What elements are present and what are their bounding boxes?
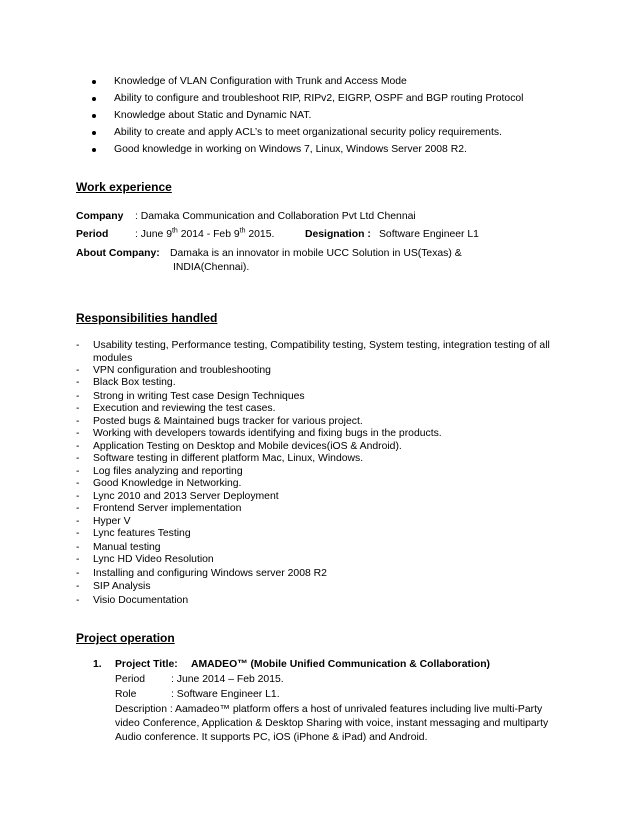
company-label: Company <box>76 211 124 222</box>
project-role-label: Role <box>115 689 137 700</box>
project-role-value: : Software Engineer L1. <box>171 689 280 700</box>
dash-icon: - <box>76 567 80 579</box>
bullet-icon <box>92 97 96 101</box>
dash-icon: - <box>76 428 80 439</box>
about-company-line1: Damaka is an innovator in mobile UCC Solution in US(Texas) & <box>170 248 462 259</box>
project-title-label: Project Title: <box>115 659 178 670</box>
period-label: Period <box>76 229 109 240</box>
dash-icon: - <box>76 541 80 553</box>
dash-icon: - <box>76 465 80 477</box>
dash-icon: - <box>76 377 80 388</box>
responsibility-text: Good Knowledge in Networking. <box>93 478 242 489</box>
responsibility-text: Posted bugs & Maintained bugs tracker for various project. <box>93 415 363 427</box>
responsibility-text: Lync 2010 and 2013 Server Deployment <box>93 490 279 502</box>
project-description-line3: Audio conference. It supports PC, iOS (iPhone & iPad) and Android. <box>115 732 428 743</box>
about-company-line2: INDIA(Chennai). <box>173 262 250 273</box>
project-description-line2: video Conference, Application & Desktop Sharing with voice, instant messaging and multiparty <box>115 718 549 729</box>
responsibility-text: Working with developers towards identifying and fixing bugs in the products. <box>93 428 442 439</box>
dash-icon: - <box>76 554 80 565</box>
responsibility-text: SIP Analysis <box>93 581 151 592</box>
list-item: Knowledge of VLAN Configuration with Trunk and Access Mode <box>92 75 612 92</box>
responsibility-text: Lync HD Video Resolution <box>93 554 214 565</box>
dash-icon: - <box>76 581 80 592</box>
project-operation-heading: Project operation <box>76 631 175 645</box>
about-company-label: About Company: <box>76 248 160 259</box>
responsibility-text: Log files analyzing and reporting <box>93 465 243 477</box>
project-title-value: AMADEO™ (Mobile Unified Communication & Collaboration) <box>191 659 491 670</box>
dash-icon: - <box>76 390 80 402</box>
list-item: Ability to create and apply ACL’s to meet organizational security policy requirements. <box>92 126 612 143</box>
dash-icon: - <box>76 503 80 514</box>
responsibility-text: Lync features Testing <box>93 528 191 539</box>
project-period-label: Period <box>115 674 146 685</box>
skills-list <box>92 75 612 160</box>
dash-icon: - <box>76 440 80 452</box>
dash-icon: - <box>76 528 80 539</box>
responsibility-text: Visio Documentation <box>93 594 189 606</box>
dash-icon: - <box>76 403 80 414</box>
responsibility-text: Software testing in different platform Mac, Linux, Windows. <box>93 453 364 464</box>
responsibilities-heading: Responsibilities handled <box>76 311 218 325</box>
project-number: 1. <box>93 659 102 670</box>
bullet-icon <box>92 114 96 118</box>
company-value: : Damaka Communication and Collaboration Pvt Ltd Chennai <box>135 211 416 222</box>
responsibility-text: Manual testing <box>93 541 161 553</box>
responsibility-text: Hyper V <box>93 515 131 527</box>
responsibility-text: Execution and reviewing the test cases. <box>93 403 276 414</box>
responsibility-text: Strong in writing Test case Design Techniques <box>93 390 305 402</box>
responsibility-text: Application Testing on Desktop and Mobile devices(iOS & Android). <box>93 440 402 452</box>
work-experience-heading: Work experience <box>76 180 172 194</box>
dash-icon: - <box>76 364 80 376</box>
responsibility-text: Usability testing, Performance testing, Compatibility testing, System testing, integration testing of all modules <box>93 340 550 364</box>
list-item: Ability to configure and troubleshoot RIP, RIPv2, EIGRP, OSPF and BGP routing Protocol <box>92 92 612 109</box>
designation-label: Designation : <box>305 229 371 240</box>
responsibility-text: Black Box testing. <box>93 377 176 388</box>
dash-icon: - <box>76 490 80 502</box>
dash-icon: - <box>76 453 80 464</box>
list-item: Good knowledge in working on Windows 7, Linux, Windows Server 2008 R2. <box>92 143 612 160</box>
bullet-icon <box>92 131 96 135</box>
dash-icon: - <box>76 478 80 489</box>
responsibility-text: Frontend Server implementation <box>93 503 242 514</box>
dash-icon: - <box>76 594 80 606</box>
dash-icon: - <box>76 515 80 527</box>
bullet-icon <box>92 148 96 152</box>
dash-icon: - <box>76 340 80 351</box>
bullet-icon <box>92 80 96 84</box>
project-description-line1: Description : Aamadeo™ platform offers a host of unrivaled features including live multi-Party <box>115 704 543 715</box>
designation-value: Software Engineer L1 <box>379 229 479 240</box>
list-item: Knowledge about Static and Dynamic NAT. <box>92 109 612 126</box>
period-value: : June 9th 2014 - Feb 9th 2015. <box>135 227 275 240</box>
responsibility-text: Installing and configuring Windows server 2008 R2 <box>93 567 327 579</box>
responsibility-text: VPN configuration and troubleshooting <box>93 364 271 376</box>
dash-icon: - <box>76 415 80 427</box>
project-period-value: : June 2014 – Feb 2015. <box>171 674 284 685</box>
